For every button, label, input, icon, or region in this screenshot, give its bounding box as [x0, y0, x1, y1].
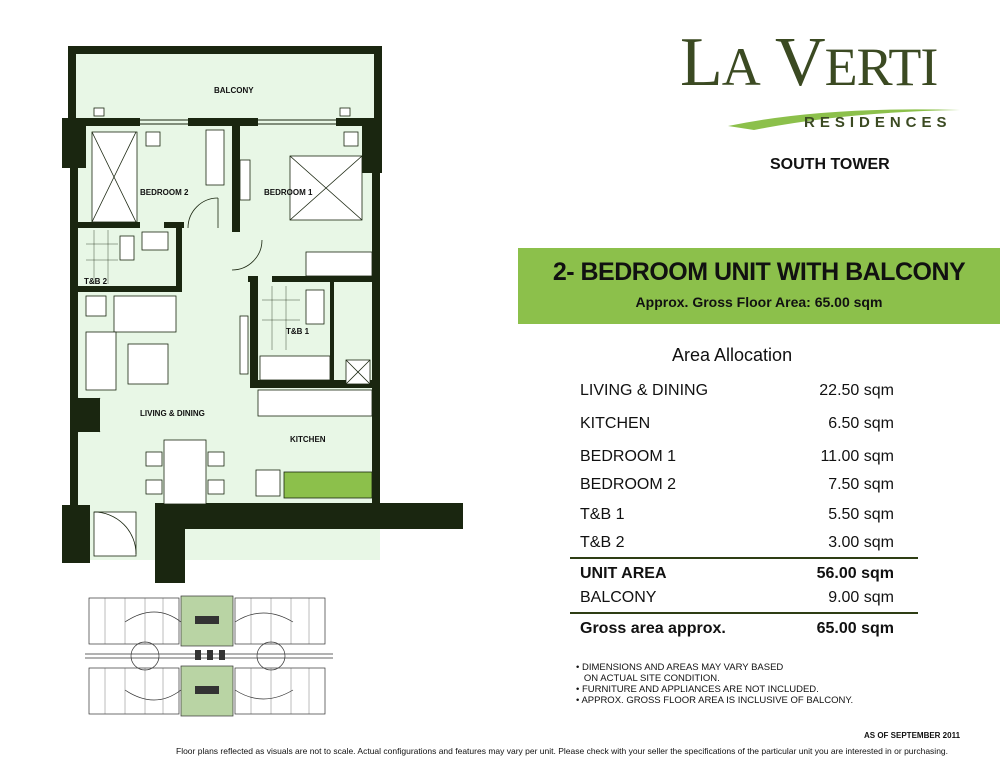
row-value: 11.00 sqm: [820, 448, 894, 465]
row-label: UNIT AREA: [580, 565, 667, 582]
tower-name: SOUTH TOWER: [770, 156, 890, 173]
row-label: T&B 1: [580, 506, 625, 523]
row-label: BALCONY: [580, 589, 657, 606]
unit-header-band: [518, 248, 1000, 324]
plan-label-bedroom1: BEDROOM 1: [264, 188, 313, 197]
row-label: T&B 2: [580, 534, 625, 551]
floor-plan: [0, 0, 470, 590]
row-value: 65.00 sqm: [816, 620, 894, 637]
row-label: KITCHEN: [580, 415, 651, 432]
allocation-row: [578, 448, 916, 472]
row-value: 56.00 sqm: [816, 565, 894, 582]
notes: [576, 662, 853, 706]
row-label: BEDROOM 2: [580, 476, 677, 493]
row-label: BEDROOM 1: [580, 448, 677, 465]
row-value: 22.50 sqm: [819, 382, 894, 399]
allocation-row: [578, 415, 916, 439]
as-of-date: AS OF SEPTEMBER 2011: [864, 731, 961, 740]
gross-floor-area: Approx. Gross Floor Area: 65.00 sqm: [635, 294, 883, 310]
row-label: Gross area approx.: [580, 620, 726, 637]
key-plan: [85, 592, 333, 718]
plan-label-tb2: T&B 2: [84, 277, 108, 286]
note-line: ON ACTUAL SITE CONDITION.: [576, 673, 720, 684]
allocation-row: [578, 476, 916, 500]
allocation-row: [578, 534, 916, 558]
table-divider: [570, 557, 918, 559]
logo-letters-a: A: [721, 37, 760, 97]
logo-letter-l: L: [680, 24, 722, 101]
row-value: 5.50 sqm: [828, 506, 894, 523]
logo-subtitle: RESIDENCES: [804, 114, 952, 131]
unit-title: 2- BEDROOM UNIT WITH BALCONY: [552, 258, 966, 286]
row-label: LIVING & DINING: [580, 382, 709, 399]
table-divider: [570, 612, 918, 614]
note-line: • DIMENSIONS AND AREAS MAY VARY BASED: [576, 662, 784, 673]
plan-label-living: LIVING & DINING: [140, 409, 205, 418]
logo-letter-v: V: [775, 24, 825, 101]
allocation-row-gross: [578, 620, 916, 644]
allocation-row: [578, 589, 916, 613]
row-value: 3.00 sqm: [828, 534, 894, 551]
plan-label-bedroom2: BEDROOM 2: [140, 188, 189, 197]
allocation-row-total: [578, 565, 916, 589]
disclaimer: Floor plans reflected as visuals are not to scale. Actual configurations and features may vary per unit. Please check with your seller the specifications of the particular unit you are interested in or purchasing.: [176, 746, 949, 756]
logo-letters-erti: ERTI: [824, 37, 938, 97]
row-value: 7.50 sqm: [828, 476, 894, 493]
plan-label-kitchen: KITCHEN: [290, 435, 326, 444]
area-allocation-title: Area Allocation: [672, 345, 793, 365]
row-value: 9.00 sqm: [828, 589, 894, 606]
plan-label-balcony: BALCONY: [214, 86, 254, 95]
allocation-row: [578, 506, 916, 530]
brand-logo: [680, 24, 938, 101]
row-value: 6.50 sqm: [828, 415, 894, 432]
note-line: • APPROX. GROSS FLOOR AREA IS INCLUSIVE OF BALCONY.: [576, 695, 854, 706]
note-line: • FURNITURE AND APPLIANCES ARE NOT INCLUDED.: [576, 684, 819, 695]
plan-label-tb1: T&B 1: [286, 327, 310, 336]
allocation-row: [578, 382, 916, 406]
